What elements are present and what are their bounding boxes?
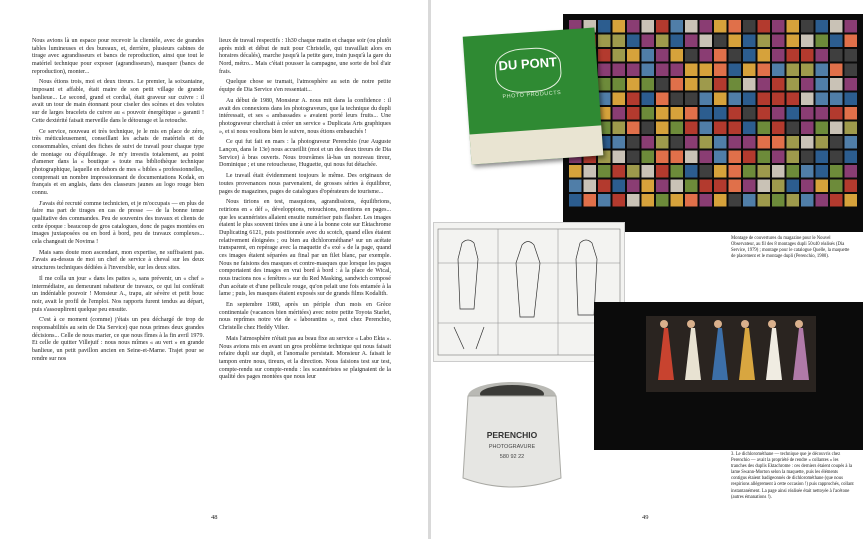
cover-thumbnail xyxy=(656,136,669,149)
cover-thumbnail xyxy=(656,194,669,207)
cover-thumbnail xyxy=(656,20,669,33)
cover-thumbnail xyxy=(685,165,698,178)
paragraph: Quelque chose se tramait, l'atmosphère au sein de notre petite équipe de Dia Service s'en ressentait... xyxy=(219,79,391,94)
cover-thumbnail xyxy=(656,122,669,135)
cover-thumbnail xyxy=(613,49,626,62)
cover-thumbnail xyxy=(714,93,727,106)
cover-thumbnail xyxy=(772,136,785,149)
cover-thumbnail xyxy=(642,151,655,164)
cover-thumbnail xyxy=(642,49,655,62)
catalogue-montage-image xyxy=(594,302,863,450)
cover-thumbnail xyxy=(714,151,727,164)
cover-thumbnail xyxy=(816,136,829,149)
cover-thumbnail xyxy=(758,93,771,106)
paragraph: Nous avions là un espace pour recevoir la clientèle, avec de grandes tables lumineuses et des bureaux, et, derrière, plusieurs cabines de tirage avec agrandisseurs et bancs de reproduction, ainsi que tout le matériel technique pour exposer (agrandisseurs), masquer (bancs de reproduction), monter... xyxy=(32,38,204,75)
cover-thumbnail xyxy=(584,180,597,193)
dupont-logo: DU PONT xyxy=(494,46,563,94)
cover-thumbnail xyxy=(642,64,655,77)
photo-caption: Montage de couvertures du magazine pour le Nouvel Observateur, au fil des 8 montages dupli 50x40 réalisés (Dia Service, 1979) ; montage pour le catalogue Quelle, la maquette de placement et le montage dupli (Perenchio, 1980). xyxy=(731,236,850,260)
cover-thumbnail xyxy=(642,136,655,149)
perenchio-loupe-photo xyxy=(445,378,579,496)
cover-thumbnail xyxy=(642,35,655,48)
cover-thumbnail xyxy=(656,49,669,62)
cover-thumbnail xyxy=(845,35,858,48)
cover-thumbnail xyxy=(685,107,698,120)
cover-thumbnail xyxy=(671,93,684,106)
cover-thumbnail xyxy=(758,49,771,62)
cover-thumbnail xyxy=(787,151,800,164)
cover-thumbnail xyxy=(671,136,684,149)
cover-thumbnail xyxy=(743,49,756,62)
cover-thumbnail xyxy=(598,194,611,207)
cover-thumbnail xyxy=(845,78,858,91)
page-number: 48 xyxy=(211,514,218,521)
cover-thumbnail xyxy=(569,194,582,207)
cover-thumbnail xyxy=(642,165,655,178)
cover-thumbnail xyxy=(772,151,785,164)
cover-thumbnail xyxy=(772,194,785,207)
cover-thumbnail xyxy=(700,151,713,164)
cover-thumbnail xyxy=(714,20,727,33)
cover-thumbnail xyxy=(816,151,829,164)
loupe-phone: 580 92 22 xyxy=(499,454,525,460)
cover-thumbnail xyxy=(613,35,626,48)
cover-thumbnail xyxy=(801,165,814,178)
cover-thumbnail xyxy=(845,107,858,120)
cover-thumbnail xyxy=(801,136,814,149)
cover-thumbnail xyxy=(801,151,814,164)
cover-thumbnail xyxy=(787,49,800,62)
cover-thumbnail xyxy=(729,122,742,135)
cover-thumbnail xyxy=(598,165,611,178)
cover-thumbnail xyxy=(584,194,597,207)
cover-thumbnail xyxy=(772,64,785,77)
cover-thumbnail xyxy=(685,20,698,33)
cover-thumbnail xyxy=(671,20,684,33)
cover-thumbnail xyxy=(729,107,742,120)
cover-thumbnail xyxy=(685,151,698,164)
cover-thumbnail xyxy=(801,194,814,207)
cover-thumbnail xyxy=(685,64,698,77)
cover-thumbnail xyxy=(729,151,742,164)
cover-thumbnail xyxy=(685,122,698,135)
cover-thumbnail xyxy=(642,194,655,207)
cover-thumbnail xyxy=(758,180,771,193)
cover-thumbnail xyxy=(772,35,785,48)
loupe-image xyxy=(445,378,579,496)
cover-thumbnail xyxy=(787,20,800,33)
cover-thumbnail xyxy=(801,49,814,62)
cover-thumbnail xyxy=(627,165,640,178)
cover-thumbnail xyxy=(830,122,843,135)
cover-thumbnail xyxy=(758,20,771,33)
cover-thumbnail xyxy=(598,49,611,62)
cover-thumbnail xyxy=(700,20,713,33)
cover-thumbnail xyxy=(758,165,771,178)
cover-thumbnail xyxy=(845,49,858,62)
cover-thumbnail xyxy=(642,107,655,120)
cover-thumbnail xyxy=(845,180,858,193)
cover-thumbnail xyxy=(656,64,669,77)
cover-thumbnail xyxy=(787,165,800,178)
cover-thumbnail xyxy=(772,49,785,62)
cover-thumbnail xyxy=(772,93,785,106)
cover-thumbnail xyxy=(714,194,727,207)
cover-thumbnail xyxy=(700,180,713,193)
cover-thumbnail xyxy=(627,122,640,135)
cover-thumbnail xyxy=(613,165,626,178)
cover-thumbnail xyxy=(700,194,713,207)
cover-thumbnail xyxy=(700,136,713,149)
cover-thumbnail xyxy=(656,165,669,178)
paragraph: Il me colla un jour « dans les pattes », sans prévenir, un « chef » intermédiaire, au demeurant rabatteur de travaux, ce qui lui conférait un indéniable pouvoir ! Monsieur A., trapu, air sévère et petit bouc noir, avait le profil de l'emploi. Nos rapports furent tendus au départ, puis s'assouplirent quelque peu ensuite. xyxy=(32,275,204,313)
model-head xyxy=(660,320,668,328)
cover-thumbnail xyxy=(830,78,843,91)
cover-thumbnail xyxy=(772,107,785,120)
cover-thumbnail xyxy=(627,93,640,106)
cover-thumbnail xyxy=(714,136,727,149)
cover-thumbnail xyxy=(656,180,669,193)
cover-thumbnail xyxy=(671,151,684,164)
cover-thumbnail xyxy=(801,20,814,33)
cover-thumbnail xyxy=(743,122,756,135)
cover-thumbnail xyxy=(714,35,727,48)
cover-thumbnail xyxy=(772,180,785,193)
paragraph: Le travail était évidemment toujours le même. Des originaux de toutes provenances nous parvenaient, de grosses séries à équilibrer, pages de magazines, pages de catalogues d'opérateurs de tourisme... xyxy=(219,173,391,195)
cover-thumbnail xyxy=(845,136,858,149)
cover-thumbnail xyxy=(729,136,742,149)
cover-thumbnail xyxy=(729,49,742,62)
page-number: 49 xyxy=(642,514,649,521)
cover-thumbnail xyxy=(598,78,611,91)
cover-thumbnail xyxy=(598,64,611,77)
cover-thumbnail xyxy=(801,64,814,77)
cover-thumbnail xyxy=(845,151,858,164)
cover-thumbnail xyxy=(830,194,843,207)
cover-thumbnail xyxy=(627,20,640,33)
cover-thumbnail xyxy=(671,64,684,77)
cover-thumbnail xyxy=(685,78,698,91)
cover-thumbnail xyxy=(613,78,626,91)
cover-thumbnail xyxy=(801,122,814,135)
cover-thumbnail xyxy=(642,122,655,135)
cover-thumbnail xyxy=(613,93,626,106)
cover-thumbnail xyxy=(830,180,843,193)
cover-thumbnail xyxy=(700,93,713,106)
cover-thumbnail xyxy=(801,93,814,106)
cover-thumbnail xyxy=(743,93,756,106)
cover-thumbnail xyxy=(758,136,771,149)
cover-thumbnail xyxy=(830,20,843,33)
cover-thumbnail xyxy=(787,93,800,106)
cover-thumbnail xyxy=(671,78,684,91)
cover-thumbnail xyxy=(743,20,756,33)
paragraph: C'est à ce moment (comme) j'étais un peu déchargé de trop de responsabilités au sein de Dia Service) que nous primes deux grandes décisions... Celle de nous marier, ce que nous fîmes à la fin avril 1979. Et celle de quitter Villejuif : nous nous mîmes « au vert » en grande banlieue, un petit pavillon ancien en Seine-et-Marne. Trajet pour se rendre sur nos xyxy=(32,317,204,362)
cover-thumbnail xyxy=(627,49,640,62)
cover-thumbnail xyxy=(671,180,684,193)
cover-thumbnail xyxy=(700,122,713,135)
cover-thumbnail xyxy=(700,49,713,62)
paragraph: Nous étions trois, moi et deux tireurs. Le premier, la soixantaine, imposant et affable, était maire de son petit village de grande banlieue... Le second, grand et cordial, était graveur sur cuivre : il avait un tour de main étonnant pour ciseler des scènes et des volutes sur de larges bracelets de cuivre au « pouvoir énergétique » garanti ! Cette dextérité faisait merveille dans le détourage et la retouche. xyxy=(32,79,204,124)
cover-thumbnail xyxy=(714,122,727,135)
cover-thumbnail xyxy=(816,180,829,193)
cover-thumbnail xyxy=(787,180,800,193)
cover-thumbnail xyxy=(729,194,742,207)
cover-thumbnail xyxy=(613,107,626,120)
cover-thumbnail xyxy=(787,78,800,91)
cover-thumbnail xyxy=(845,194,858,207)
cover-thumbnail xyxy=(627,64,640,77)
dupont-box-photo xyxy=(463,28,604,165)
cover-thumbnail xyxy=(714,165,727,178)
cover-thumbnail xyxy=(772,122,785,135)
cover-thumbnail xyxy=(772,165,785,178)
cover-thumbnail xyxy=(787,136,800,149)
cover-thumbnail xyxy=(671,194,684,207)
cover-thumbnail xyxy=(845,20,858,33)
cover-thumbnail xyxy=(743,151,756,164)
cover-thumbnail xyxy=(787,107,800,120)
model-head xyxy=(714,320,722,328)
cover-thumbnail xyxy=(598,35,611,48)
paragraph: En septembre 1980, après un périple d'un mois en Grèce continentale (vacances bien méritées) avec notre petite Toyota Starlet, nous reprîmes notre vie de « laborantins », moi chez Perenchio, Christelle chez Heddy Vilter. xyxy=(219,302,391,332)
cover-thumbnail xyxy=(613,180,626,193)
cover-thumbnail xyxy=(801,107,814,120)
model-head xyxy=(795,320,803,328)
cover-thumbnail xyxy=(816,64,829,77)
cover-thumbnail xyxy=(758,122,771,135)
cover-thumbnail xyxy=(816,165,829,178)
cover-thumbnail xyxy=(642,78,655,91)
dupont-subtitle: PHOTO PRODUCTS xyxy=(502,90,562,101)
cover-thumbnail xyxy=(613,194,626,207)
cover-thumbnail xyxy=(845,165,858,178)
cover-thumbnail xyxy=(656,93,669,106)
cover-thumbnail xyxy=(816,194,829,207)
loupe-brand: PERENCHIO xyxy=(486,430,538,440)
cover-thumbnail xyxy=(758,78,771,91)
model-head xyxy=(687,320,695,328)
catalogue-montage-photo xyxy=(594,302,863,450)
cover-thumbnail xyxy=(700,165,713,178)
cover-thumbnail xyxy=(656,107,669,120)
right-page xyxy=(431,0,863,539)
cover-thumbnail xyxy=(743,165,756,178)
cover-thumbnail xyxy=(801,78,814,91)
cover-thumbnail xyxy=(714,107,727,120)
cover-thumbnail xyxy=(758,107,771,120)
cover-thumbnail xyxy=(787,122,800,135)
cover-thumbnail xyxy=(816,78,829,91)
left-page xyxy=(0,0,428,539)
model-head xyxy=(741,320,749,328)
cover-thumbnail xyxy=(656,151,669,164)
cover-thumbnail xyxy=(700,64,713,77)
cover-thumbnail xyxy=(700,78,713,91)
text-column-right xyxy=(219,38,391,385)
cover-thumbnail xyxy=(613,136,626,149)
cover-thumbnail xyxy=(787,194,800,207)
cover-thumbnail xyxy=(729,93,742,106)
cover-thumbnail xyxy=(627,107,640,120)
cover-montage-image xyxy=(563,14,863,232)
cover-thumbnail xyxy=(743,78,756,91)
cover-thumbnail xyxy=(584,165,597,178)
cover-thumbnail xyxy=(627,136,640,149)
cover-thumbnail xyxy=(816,93,829,106)
cover-thumbnail xyxy=(685,49,698,62)
cover-thumbnail xyxy=(758,35,771,48)
cover-thumbnail xyxy=(714,180,727,193)
loupe-subtitle: PHOTOGRAVURE xyxy=(488,444,536,450)
cover-thumbnail xyxy=(656,78,669,91)
cover-thumbnail xyxy=(627,78,640,91)
cover-thumbnail xyxy=(671,49,684,62)
cover-thumbnail xyxy=(801,35,814,48)
cover-thumbnail xyxy=(729,78,742,91)
footnote-caption: 3. Le dichlorométhane — technique que je découvris chez Perenchio — avait la propriété de rendre « collantes » les tranches des duplis Ektachrome : ces derniers étaient coupés à la lame Swann-Morton selon la maquette, puis les éléments contigus étaient badigeonnés de dichlorométhane (que nous respirions allègrement à cette occasion !) puis rapprochés, collant instantanément. La page ainsi réalisée était nettoyée à l'acétone (autres émanations !). xyxy=(731,452,854,500)
paragraph: Mais l'atmosphère n'était pas au beau fixe au service « Labo Ekta ». Nous avions mis en avant un gros problème technique qui nous faisait refaire dupli sur dupli, et l'anomalie persistait. Monsieur A. faisait le tampon entre nous, tireurs, et la direction. Nous faisions test sur test, compte-rendu sur compte-rendu : les scannéristes se plaignaient de la qualité des pages montées que nous leur xyxy=(219,335,391,381)
cover-thumbnail xyxy=(685,180,698,193)
paragraph: Au début de 1980, Monsieur A. nous mit dans la confidence : il avait des connexions dans les photograveurs, que la technique du dupli intéressait, et ses « ambassades » avaient porté leurs fruits... Une photograveur cherchait à créer un service « Duplicata Arts graphiques », et si nous voulions bien le suivre, nous étions embauchés ! xyxy=(219,97,391,135)
cover-thumbnail xyxy=(830,107,843,120)
cover-thumbnail xyxy=(816,20,829,33)
cover-thumbnail xyxy=(845,122,858,135)
cover-thumbnail xyxy=(627,35,640,48)
cover-thumbnail xyxy=(758,64,771,77)
cover-thumbnail xyxy=(830,93,843,106)
cover-thumbnail xyxy=(729,64,742,77)
model-head xyxy=(768,320,776,328)
cover-thumbnail xyxy=(772,20,785,33)
cover-thumbnail xyxy=(830,35,843,48)
cover-thumbnail xyxy=(598,93,611,106)
paragraph: lieux de travail respectifs : 1h30 chaque matin et chaque soir (ou plutôt après midi et début de nuit pour Christelle, qui travaillait alors en horaires décalés), marche jusqu'à la petite gare, train jusqu'à la gare du Nord, métro... Mais c'était pousser la campagne, une sorte de bol d'air frais. xyxy=(219,38,391,75)
cover-thumbnail xyxy=(816,49,829,62)
cover-thumbnail xyxy=(743,107,756,120)
paragraph: Nous tirions en test, masquions, agrandissions, équilibrions, retirions en « déf », développions, retouchions, montions en pages... que les scannéristes allaient ensuite numériser puis flasher. Les images étaient le plus souvent tirées une à une à la bonne cote sur Ektachrome Duplicating 6121, puis positionnée avec du scotch, quand elles étaient relativement éloignées ; ou bien au dichlorométhane¹ sur un acétate transparent, en repérage avec la maquette d'« exé » de la page, quand ces images étaient séparées au final par un filet blanc, par exemple. Nous ne faisions des masques et contre-masques que lorsque les pages comportaient des images en vrai bord à bord : à la place de Wical, nous tracions nos « fenêtres » sur du Red Masking, sandwich composé d'un acétate et d'une pellicule rouge, qu'on pelait une fois entamée à la lame ; puis, les masques étaient exposés sur de grands films Kodalith. xyxy=(219,199,391,298)
cover-thumbnail xyxy=(830,49,843,62)
cover-thumbnail xyxy=(642,180,655,193)
cover-thumbnail xyxy=(598,20,611,33)
cover-thumbnail xyxy=(845,93,858,106)
cover-thumbnail xyxy=(598,180,611,193)
cover-thumbnail xyxy=(700,107,713,120)
cover-thumbnail xyxy=(613,151,626,164)
paragraph: J'avais été recruté comme technicien, et je m'occupais — en plus de faire ma part de tirages en cas de presse — de la bonne tenue qualitative des commandes. Peu de souvenirs des travaux et clients de cette époque : beaucoup de gros catalogues, donc de pages montées en images juxtaposées ou en bord à bord, peu de travaux complexes... cela changeait de Novima ! xyxy=(32,200,204,245)
cover-thumbnail xyxy=(816,35,829,48)
cover-thumbnail xyxy=(729,20,742,33)
cover-thumbnail xyxy=(613,122,626,135)
cover-thumbnail xyxy=(729,35,742,48)
cover-thumbnail xyxy=(729,165,742,178)
cover-thumbnail xyxy=(845,64,858,77)
cover-thumbnail xyxy=(830,64,843,77)
cover-thumbnail xyxy=(671,122,684,135)
cover-thumbnail xyxy=(569,180,582,193)
cover-thumbnail xyxy=(671,35,684,48)
cover-thumbnail xyxy=(714,49,727,62)
cover-thumbnail xyxy=(685,136,698,149)
paragraph: Ce qui fut fait en mars : la photograveur Perenchio (rue Auguste Lançon, dans le 13e) nous accueillit (moi et un des deux tireurs de Dia Service) à bras ouverts. Nous trouvâmes là-bas un nouveau tireur, Dominique ; et une retoucheuse, Huguette, qui nous fut détachée. xyxy=(219,139,391,169)
cover-thumbnail xyxy=(613,64,626,77)
cover-thumbnail xyxy=(700,35,713,48)
cover-thumbnail xyxy=(787,35,800,48)
cover-thumbnail xyxy=(772,78,785,91)
cover-thumbnail xyxy=(743,35,756,48)
cover-montage-photo xyxy=(563,14,863,232)
cover-thumbnail xyxy=(627,180,640,193)
cover-thumbnail xyxy=(743,194,756,207)
cover-thumbnail xyxy=(743,180,756,193)
cover-thumbnail xyxy=(714,64,727,77)
cover-thumbnail xyxy=(569,165,582,178)
text-column-left xyxy=(32,38,204,367)
cover-thumbnail xyxy=(787,64,800,77)
cover-thumbnail xyxy=(642,20,655,33)
cover-thumbnail xyxy=(729,180,742,193)
cover-thumbnail xyxy=(642,93,655,106)
cover-thumbnail xyxy=(758,194,771,207)
cover-thumbnail xyxy=(613,20,626,33)
cover-thumbnail xyxy=(801,180,814,193)
cover-thumbnail xyxy=(685,93,698,106)
cover-thumbnail xyxy=(816,122,829,135)
cover-thumbnail xyxy=(830,136,843,149)
cover-thumbnail xyxy=(830,151,843,164)
cover-thumbnail xyxy=(685,194,698,207)
cover-thumbnail xyxy=(656,35,669,48)
cover-thumbnail xyxy=(685,35,698,48)
paragraph: Ce service, nouveau et très technique, je le mis en place de zéro, très méticuleusement, conseillant les achats de matériels et de consommables, créant des fiches de suivi de travail pour chaque type de montage ou d'équilibrage. Je m'y investis totalement, au point d'amener dans la « boutique » toute ma bibliothèque technique photographique, laquelle en dehors de mes « bibles » professionnelles, comprenait un nombre impressionnant de documentations Kodak, en français et en anglais, dans des classeurs jaunes au logo rouge bien connu. xyxy=(32,128,204,196)
cover-thumbnail xyxy=(830,165,843,178)
cover-thumbnail xyxy=(627,194,640,207)
cover-thumbnail xyxy=(743,64,756,77)
cover-thumbnail xyxy=(816,107,829,120)
cover-thumbnail xyxy=(627,151,640,164)
paragraph: Mais sans doute mon ascendant, mon expertise, ne suffisaient pas. J'avais au-dessus de moi un chef de service à cheval sur les deux structures techniques dédiées à l'inversible, sur les deux sites. xyxy=(32,249,204,272)
cover-thumbnail xyxy=(671,107,684,120)
cover-thumbnail xyxy=(743,136,756,149)
cover-thumbnail xyxy=(758,151,771,164)
cover-thumbnail xyxy=(714,78,727,91)
cover-thumbnail xyxy=(671,165,684,178)
